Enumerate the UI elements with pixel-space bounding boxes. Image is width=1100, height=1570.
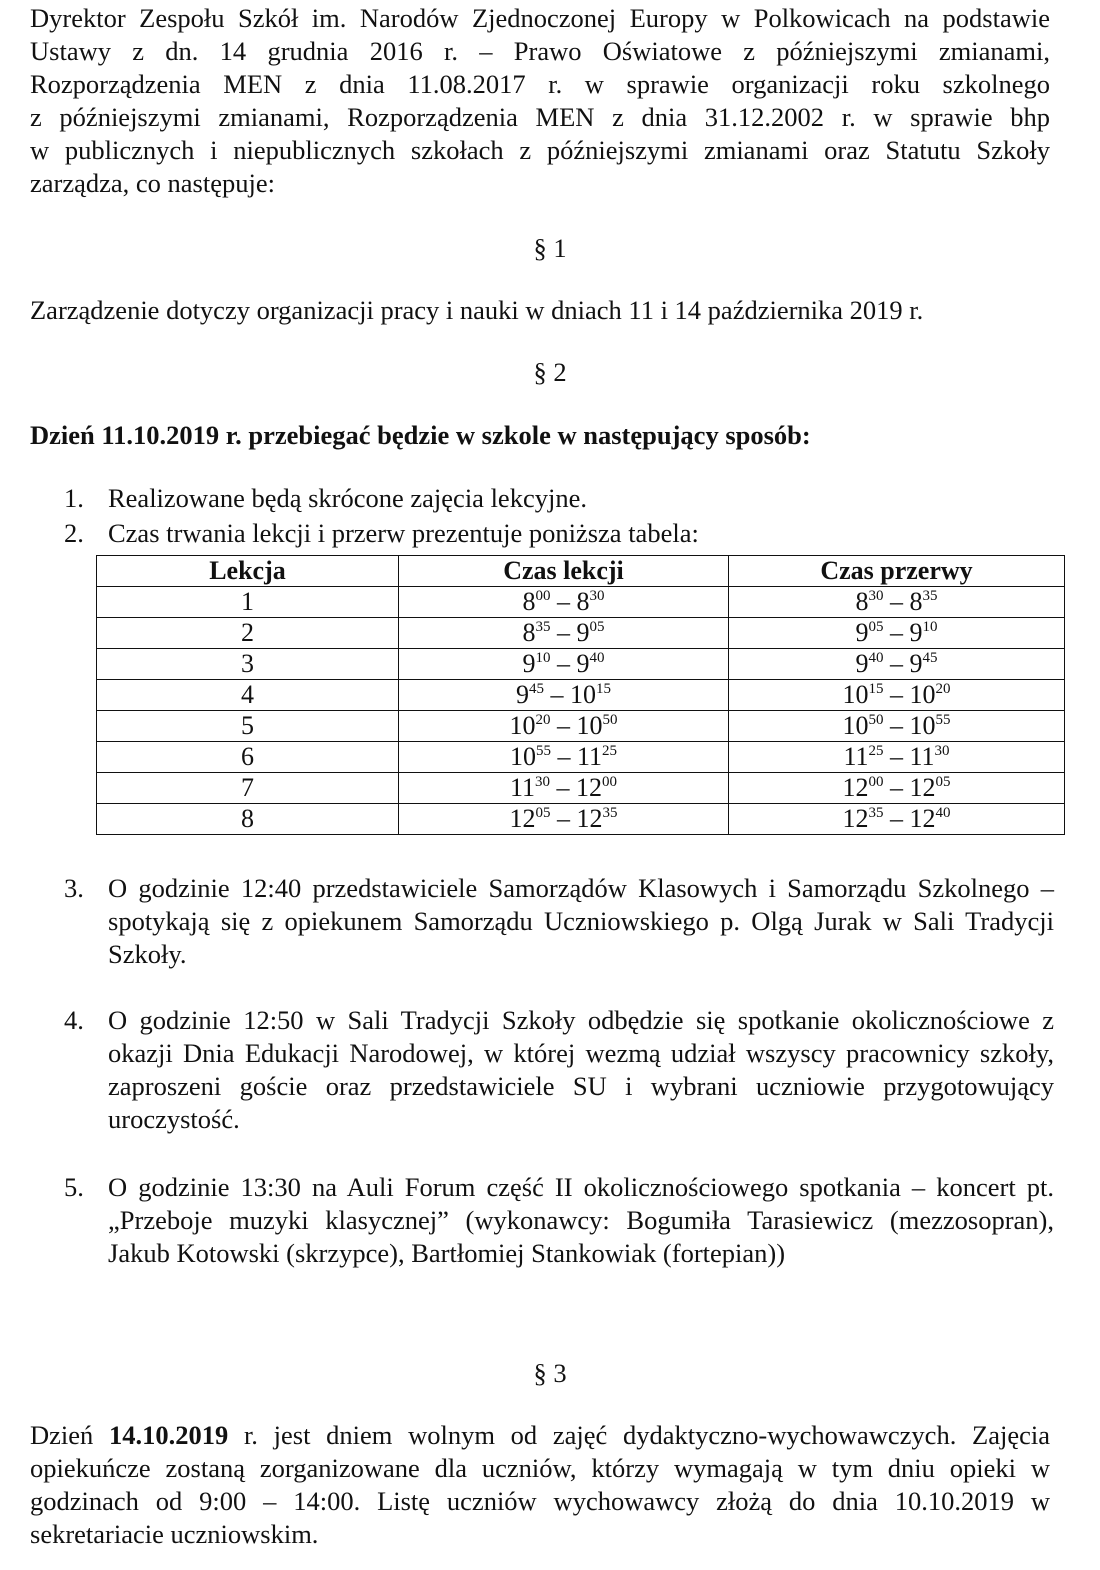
cell-czas-przerwy [729,680,1065,711]
list-item-text: Czas trwania lekcji i przerw prezentuje poniższa tabela: [108,518,699,548]
cell-czas-przerwy-start-hour: 12 [842,773,869,802]
range-dash: – [550,618,577,647]
cell-czas-lekcji-end [576,773,617,802]
cell-czas-lekcji-start-minutes: 35 [535,619,551,635]
section-3-heading: § 3 [533,1358,567,1388]
range-dash: – [883,773,910,802]
cell-czas-przerwy-start-hour: 9 [855,618,869,647]
table-row [97,804,1065,835]
cell-czas-lekcji-end [577,804,618,833]
cell-czas-przerwy-start-minutes: 15 [868,681,884,697]
cell-czas-lekcji-start-hour: 12 [509,804,536,833]
range-dash: – [550,773,577,802]
section-2-heading: § 2 [533,357,567,387]
list-item-text: O godzinie 12:40 przedstawiciele Samorządów Klasowych i Samorządu Szkolnego – spotykają się z opiekunem Samorządu Uczniowskiego p. Olgą Jurak w Sali Tradycji Szkoły. [108,873,1054,969]
cell-czas-lekcji-end-hour: 10 [576,711,603,740]
cell-czas-przerwy-start-hour: 12 [842,804,869,833]
cell-czas-przerwy [729,742,1065,773]
cell-czas-lekcji-start-minutes: 30 [535,774,551,790]
cell-czas-przerwy-start-hour: 10 [842,680,869,709]
cell-czas-przerwy-end-minutes: 55 [935,712,951,728]
range-dash: – [883,680,910,709]
header-lekcja: Lekcja [97,556,399,587]
range-dash: – [883,742,910,771]
cell-czas-lekcji-start [510,742,551,771]
cell-lekcja: 3 [97,649,399,680]
cell-czas-przerwy-end [910,618,938,647]
closing-date: 14.10.2019 [108,1420,229,1450]
cell-czas-lekcji-end [577,649,605,678]
cell-lekcja: 8 [97,804,399,835]
intro-paragraph [30,2,1050,200]
cell-czas-przerwy-end-hour: 10 [909,680,936,709]
range-dash: – [550,649,577,678]
cell-czas-lekcji [399,680,729,711]
cell-lekcja: 5 [97,711,399,742]
table-row [97,680,1065,711]
cell-czas-lekcji-end-hour: 10 [570,680,596,709]
cell-czas-przerwy [729,711,1065,742]
range-dash: – [883,618,910,647]
cell-czas-przerwy-end-hour: 10 [909,711,936,740]
schedule-table [96,555,1065,835]
cell-czas-przerwy-end-minutes: 35 [922,588,938,604]
cell-czas-lekcji-end-minutes: 05 [589,619,605,635]
table-row [97,587,1065,618]
cell-czas-lekcji [399,649,729,680]
table-row [97,618,1065,649]
cell-czas-lekcji-start-minutes: 45 [529,681,544,697]
cell-czas-przerwy [729,649,1065,680]
cell-czas-przerwy-end [910,649,938,678]
cell-czas-przerwy-end-hour: 9 [909,618,923,647]
cell-czas-przerwy-end-minutes: 20 [935,681,951,697]
cell-czas-lekcji-start [523,649,551,678]
cell-lekcja: 4 [97,680,399,711]
cell-czas-lekcji-start [523,587,551,616]
cell-czas-lekcji-start-minutes: 55 [535,743,551,759]
cell-lekcja: 7 [97,773,399,804]
cell-czas-przerwy-start [856,618,884,647]
cell-czas-przerwy-end-minutes: 05 [935,774,951,790]
table-row [97,742,1065,773]
cell-czas-lekcji-start [523,618,551,647]
list-item-text: Realizowane będą skrócone zajęcia lekcyjne. [108,483,587,513]
cell-czas-lekcji [399,773,729,804]
cell-czas-przerwy-start-minutes: 25 [868,743,884,759]
cell-czas-lekcji-start-hour: 8 [522,587,536,616]
intro-line: Ustawy z dn. 14 grudnia 2016 r. – Prawo Oświatowe z późniejszymi zmianami, [30,36,1050,66]
list-item [64,872,1054,978]
section-1-text: Zarządzenie dotyczy organizacji pracy i nauki w dniach 11 i 14 października 2019 r. [30,295,924,325]
cell-czas-lekcji-start [510,711,551,740]
closing-lead: Dzień [30,1420,109,1450]
cell-czas-przerwy-end [910,711,951,740]
cell-czas-lekcji-start-minutes: 20 [535,712,551,728]
cell-czas-lekcji-start-minutes: 10 [535,650,551,666]
intro-line: Rozporządzenia MEN z dnia 11.08.2017 r. w sprawie organizacji roku szkolnego [30,69,1050,99]
cell-czas-lekcji-end-minutes: 30 [589,588,605,604]
cell-czas-przerwy-start-minutes: 05 [868,619,884,635]
range-dash: – [550,711,577,740]
table-row [97,773,1065,804]
closing-paragraph [30,1419,1050,1551]
cell-czas-przerwy-end [910,680,951,709]
intro-line: z późniejszymi zmianami, Rozporządzenia MEN z dnia 31.12.2002 r. w sprawie bhp [30,102,1050,132]
cell-czas-przerwy-start-minutes: 30 [868,588,884,604]
cell-czas-przerwy [729,618,1065,649]
range-dash: – [883,649,910,678]
range-dash: – [883,804,910,833]
cell-czas-przerwy-start-minutes: 35 [868,805,884,821]
table-row [97,649,1065,680]
cell-czas-przerwy-end [910,773,951,802]
range-dash: – [883,587,910,616]
cell-czas-przerwy-end-hour: 9 [909,649,923,678]
cell-czas-przerwy-start-minutes: 00 [868,774,884,790]
cell-czas-przerwy-start-hour: 10 [842,711,869,740]
cell-czas-lekcji [399,804,729,835]
list-item [64,1171,1054,1277]
closing-rest: r. jest dniem wolnym od zajęć dydaktyczno-wychowawczych. Zajęcia opiekuńcze zostaną zorganizowane dla uczniów, którzy wymagają w tym dniu opieki w godzinach od 9:00 – 14:00. Listę uczniów wychowawcy złożą do dnia 10.10.2019 w sekretariacie uczniowskim. [30,1420,1050,1549]
cell-czas-lekcji-start [516,680,544,709]
list-item-number: 5. [64,1172,84,1202]
section-1-heading: § 1 [533,233,567,263]
cell-czas-lekcji-end-minutes: 15 [596,681,611,697]
table-header-row [97,556,1065,587]
cell-czas-lekcji-start [510,773,550,802]
cell-czas-lekcji-end-minutes: 25 [602,743,618,759]
cell-czas-lekcji-end [577,711,618,740]
cell-czas-przerwy-end-minutes: 40 [935,805,951,821]
cell-czas-przerwy-end-hour: 12 [909,804,936,833]
intro-line: Dyrektor Zespołu Szkół im. Narodów Zjednoczonej Europy w Polkowicach na podstawie [30,3,1050,33]
cell-czas-lekcji-start-hour: 9 [516,680,529,709]
cell-czas-przerwy-end [910,742,950,771]
cell-czas-lekcji-end-minutes: 50 [602,712,618,728]
cell-czas-lekcji-end [577,618,605,647]
cell-czas-przerwy [729,587,1065,618]
cell-czas-lekcji-end-hour: 8 [576,587,590,616]
cell-czas-przerwy-start-hour: 8 [855,587,869,616]
cell-czas-lekcji [399,711,729,742]
cell-czas-przerwy-start [843,711,884,740]
range-dash: – [550,804,577,833]
cell-czas-przerwy-start-hour: 11 [843,742,869,771]
cell-czas-przerwy-start [843,680,884,709]
cell-czas-lekcji-start-minutes: 00 [535,588,551,604]
header-czas-przerwy: Czas przerwy [729,556,1065,587]
cell-czas-lekcji [399,742,729,773]
intro-line: w publicznych i niepublicznych szkołach z późniejszymi zmianami oraz Statutu Szkoły [30,135,1050,165]
cell-czas-lekcji-end-minutes: 40 [589,650,605,666]
cell-czas-przerwy-start [843,804,884,833]
cell-czas-lekcji-end-hour: 12 [576,804,603,833]
cell-czas-przerwy-end-hour: 8 [909,587,923,616]
cell-czas-przerwy-start-hour: 9 [855,649,869,678]
cell-czas-lekcji-start-hour: 9 [522,649,536,678]
list-item-number: 3. [64,873,84,903]
list-item-number: 2. [64,518,84,548]
cell-czas-przerwy-end-minutes: 45 [922,650,938,666]
list-item-text: O godzinie 12:50 w Sali Tradycji Szkoły odbędzie się spotkanie okolicznościowe z okazji Dnia Edukacji Narodowej, w której wezmą udział wszyscy pracownicy szkoły, zaproszeni goście oraz przedstawiciele SU i wybrani uczniowie przygotowujący uroczystość. [108,1005,1054,1134]
range-dash: – [550,742,577,771]
cell-czas-lekcji-end [570,680,611,709]
cell-czas-lekcji-start-hour: 10 [509,742,536,771]
list-item [64,1004,1054,1144]
cell-czas-lekcji-start-hour: 10 [509,711,536,740]
cell-czas-przerwy-start-minutes: 40 [868,650,884,666]
table-body [97,587,1065,835]
cell-czas-lekcji [399,618,729,649]
cell-czas-lekcji-end-minutes: 35 [602,805,618,821]
cell-czas-przerwy-end-hour: 12 [909,773,936,802]
cell-czas-lekcji-start [510,804,551,833]
cell-czas-przerwy [729,804,1065,835]
cell-czas-przerwy [729,773,1065,804]
cell-lekcja: 2 [97,618,399,649]
cell-lekcja: 1 [97,587,399,618]
cell-czas-przerwy-start [856,587,884,616]
list-item-text: O godzinie 13:30 na Auli Forum część II okolicznościowego spotkania – koncert pt. „Przeboje muzyki klasycznej” (wykonawcy: Bogumiła Tarasiewicz (mezzosopran), Jakub Kotowski (skrzypce), Bartłomiej Stankowiak (fortepian)) [108,1172,1054,1268]
cell-czas-przerwy-end [910,804,951,833]
range-dash: – [550,587,577,616]
cell-czas-lekcji-end-hour: 9 [576,649,590,678]
intro-line: zarządza, co następuje: [30,168,275,198]
cell-czas-przerwy-start [843,773,884,802]
cell-czas-przerwy-start-minutes: 50 [868,712,884,728]
table-row [97,711,1065,742]
section-2-title: Dzień 11.10.2019 r. przebiegać będzie w szkole w następujący sposób: [30,420,811,450]
cell-czas-lekcji-start-hour: 11 [509,773,536,802]
range-dash: – [883,711,910,740]
cell-czas-lekcji-end-hour: 11 [576,742,603,771]
cell-czas-lekcji-end-hour: 9 [576,618,590,647]
cell-czas-przerwy-start [843,742,883,771]
cell-czas-lekcji-end-hour: 12 [576,773,603,802]
cell-czas-lekcji-end [577,742,617,771]
cell-czas-lekcji-start-minutes: 05 [535,805,551,821]
cell-czas-przerwy-end [910,587,938,616]
header-czas-lekcji: Czas lekcji [399,556,729,587]
cell-czas-lekcji-end [577,587,605,616]
range-dash: – [544,680,570,709]
cell-czas-przerwy-start [856,649,884,678]
list-item-number: 1. [64,483,84,513]
cell-czas-lekcji-end-minutes: 00 [602,774,618,790]
list-item-number: 4. [64,1005,84,1035]
cell-czas-przerwy-end-minutes: 30 [934,743,950,759]
cell-czas-lekcji [399,587,729,618]
cell-czas-przerwy-end-hour: 11 [909,742,935,771]
cell-lekcja: 6 [97,742,399,773]
cell-czas-przerwy-end-minutes: 10 [922,619,938,635]
cell-czas-lekcji-start-hour: 8 [522,618,536,647]
